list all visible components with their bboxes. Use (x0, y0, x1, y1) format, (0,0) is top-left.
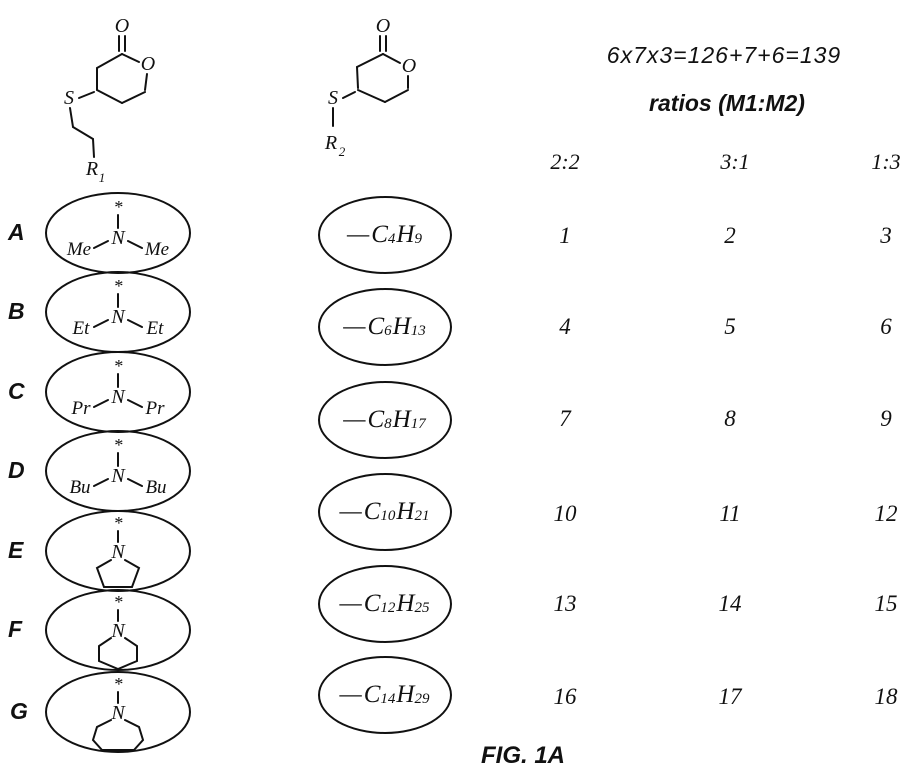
alkyl-ellipse-5: — C $_{12}$ H $_{25}$ (318, 565, 452, 643)
chiral-star: * (113, 513, 123, 533)
figure-caption: FIG. 1A (480, 742, 565, 769)
scaffold-m1-bonds (70, 36, 147, 157)
bond-dash: — (347, 221, 370, 248)
chiral-star: * (113, 592, 123, 612)
amine-ellipse-E (43, 509, 193, 593)
row-label-E: E (8, 537, 24, 563)
m2-carbonyl-oxygen-label: O (375, 15, 391, 37)
carbon-symbol: C (363, 681, 381, 708)
compound-number: 4 (559, 314, 571, 339)
hydrogen-symbol: H (396, 590, 415, 617)
alkyl-ellipse-2: — C $_6$ H $_{13}$ (318, 288, 452, 366)
carbon-symbol: C (367, 313, 385, 340)
nitrogen-label: N (111, 465, 125, 487)
compound-number: 17 (718, 684, 742, 709)
compound-number: 18 (874, 684, 898, 709)
ratios-title: ratios (M1:M2) (649, 90, 805, 116)
m1-r-group-label: R (85, 158, 99, 180)
nitrogen-label: N (111, 386, 125, 408)
row-label-A: A (8, 219, 25, 245)
amine-ellipse-D (43, 429, 193, 513)
hydrogen-symbol: H (396, 221, 415, 248)
nitrogen-label: N (111, 702, 125, 724)
row-label-G: G (10, 698, 28, 724)
chiral-star: * (113, 356, 123, 376)
compound-number: 2 (724, 223, 736, 248)
alkyl-ellipse-3: — C $_8$ H $_{17}$ (318, 381, 452, 459)
compound-number: 1 (559, 223, 571, 248)
amine-ellipse-B (43, 270, 193, 354)
amine-left-substituent: Me (66, 239, 92, 260)
carbon-symbol: C (371, 221, 388, 248)
amine-ellipse-F (43, 588, 193, 672)
amine-left-substituent: Bu (69, 477, 91, 498)
nitrogen-label: N (111, 620, 125, 642)
m1-r-group-subscript: 1 (98, 170, 106, 185)
m1-carbonyl-oxygen-label: O (114, 15, 130, 37)
m2-r-group-subscript: 2 (338, 144, 346, 159)
compound-number: 13 (553, 591, 577, 616)
bond-dash: — (343, 406, 366, 433)
compound-number: 8 (724, 406, 736, 431)
ratio-column-header-3: 1:3 (871, 149, 901, 174)
nitrogen-label: N (111, 227, 125, 249)
scaffold-m1-structure (40, 8, 240, 188)
compound-number: 12 (874, 501, 898, 526)
compound-number: 15 (874, 591, 898, 616)
amine-ellipse-C (43, 350, 193, 434)
hydrogen-symbol: H (392, 313, 411, 340)
compound-number: 9 (880, 406, 892, 431)
bond-dash: — (339, 681, 362, 708)
m1-ring-oxygen-label: O (140, 53, 156, 75)
amine-right-substituent: Bu (145, 477, 167, 498)
compound-number: 10 (553, 501, 577, 526)
hydrogen-symbol: H (396, 681, 415, 708)
pyrrolidine-ring-bond (97, 560, 139, 587)
alkyl-ellipse-6: — C $_{14}$ H $_{29}$ (318, 656, 452, 734)
amine-ellipse-A (43, 191, 193, 275)
carbon-symbol: C (363, 498, 381, 525)
bond-dash: — (343, 313, 366, 340)
compound-number: 5 (724, 314, 736, 339)
compound-number: 14 (718, 591, 742, 616)
amine-right-substituent: Me (144, 239, 170, 260)
compound-number: 16 (553, 684, 577, 709)
bond-dash: — (339, 590, 362, 617)
amine-ellipse-G (43, 670, 193, 754)
compound-number: 11 (719, 501, 741, 526)
row-label-F: F (8, 616, 23, 642)
piperidine-ring-bond (99, 638, 137, 669)
row-label-D: D (8, 457, 25, 483)
ratio-column-header-2: 3:1 (720, 149, 750, 174)
compound-number: 7 (559, 406, 571, 431)
carbon-symbol: C (363, 590, 381, 617)
nitrogen-label: N (111, 306, 125, 328)
amine-right-substituent: Et (146, 318, 164, 339)
chiral-star: * (113, 674, 123, 694)
m1-sulfur-label: S (64, 87, 74, 109)
chiral-star: * (113, 197, 123, 217)
hydrogen-symbol: H (396, 498, 415, 525)
amine-right-substituent: Pr (145, 398, 165, 419)
compound-number: 3 (880, 223, 892, 248)
m2-sulfur-label: S (328, 87, 338, 109)
hydrogen-symbol: H (392, 406, 411, 433)
amine-left-substituent: Et (72, 318, 90, 339)
row-label-C: C (8, 378, 25, 404)
amine-left-substituent: Pr (71, 398, 91, 419)
alkyl-ellipse-1: — C $_4$ H $_9$ (318, 196, 452, 274)
combinatorial-equation: 6x7x3=126+7+6=139 (606, 42, 842, 68)
chiral-star: * (113, 276, 123, 296)
bond-dash: — (339, 498, 362, 525)
m2-r-group-label: R (324, 132, 338, 154)
nitrogen-label: N (111, 541, 125, 563)
azepane-ring-bond (93, 720, 143, 750)
scaffold-m2-bonds (333, 36, 408, 126)
carbon-symbol: C (367, 406, 385, 433)
m2-ring-oxygen-label: O (401, 55, 417, 77)
chiral-star: * (113, 435, 123, 455)
alkyl-ellipse-4: — C $_{10}$ H $_{21}$ (318, 473, 452, 551)
compound-number: 6 (880, 314, 892, 339)
scaffold-m2-structure (310, 8, 460, 188)
ratio-column-header-1: 2:2 (550, 149, 580, 174)
row-label-B: B (8, 298, 25, 324)
